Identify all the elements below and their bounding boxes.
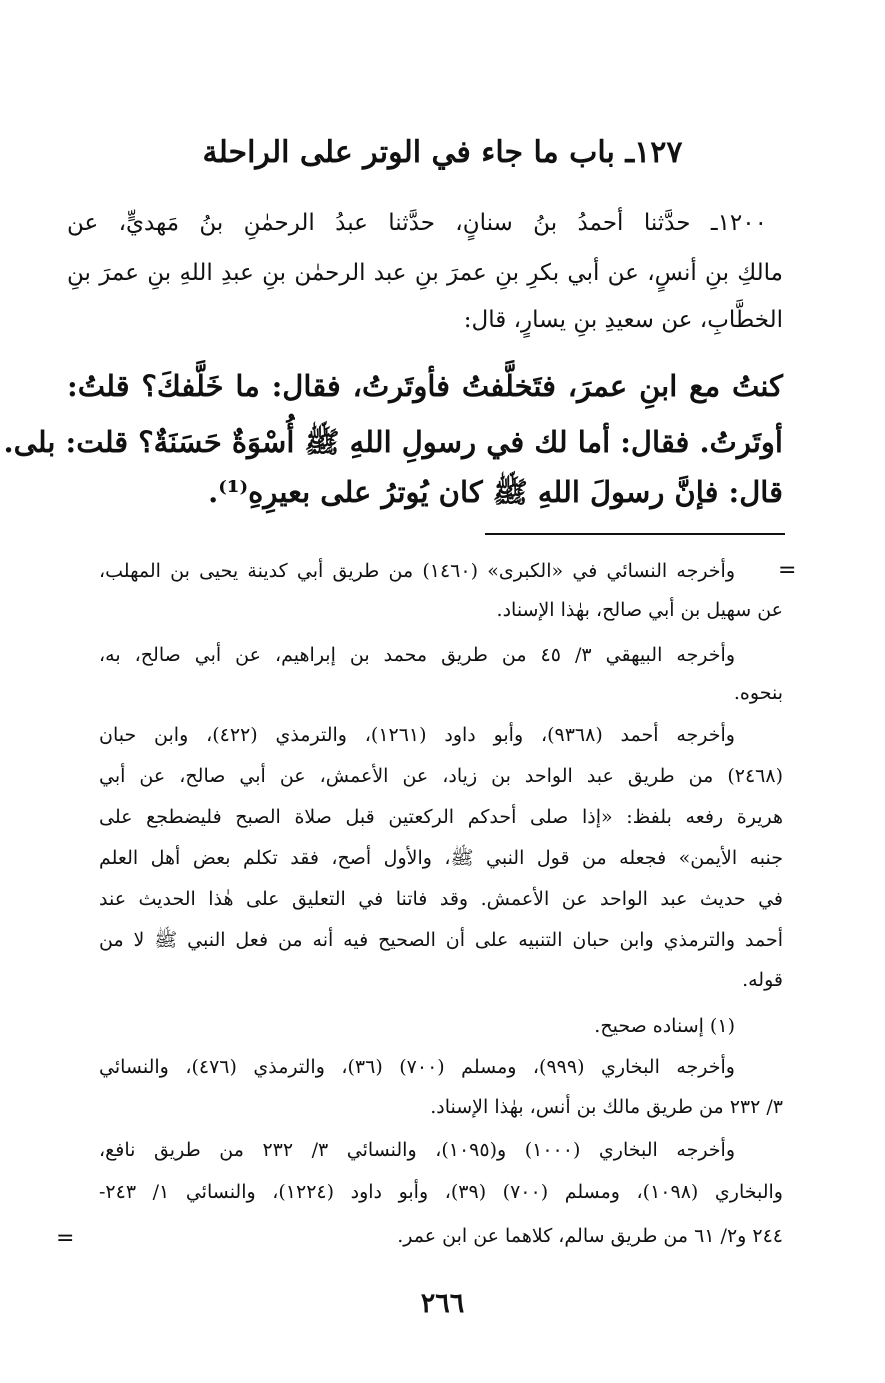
footnote-line-6: (٢٤٦٨) من طريق عبد الواحد بن زياد، عن الأعمش، عن أبي صالح، عن أبي [99,765,783,787]
footnote-line-5: وأخرجه أحمد (٩٣٦٨)، وأبو داود (١٢٦١)، والترمذي (٤٢٢)، وابن حبان [99,724,735,746]
hadith-line-3: الخطَّابِ، عن سعيدِ بنِ يسارٍ، قال: [463,307,783,333]
footnote-line-17: ٢٤٤ و٢/ ٦١ من طريق سالم، كلاهما عن ابن عمر. [397,1225,783,1247]
footnote-line-4: بنحوه. [733,682,783,704]
footnote-line-14: ٣/ ٢٣٢ من طريق مالك بن أنس، بهٰذا الإسناد. [430,1096,783,1118]
footnote-line-12: (١) إسناده صحيح. [594,1015,735,1037]
footnote-line-9: في حديث عبد الواحد عن الأعمش. وقد فاتنا في التعليق على هٰذا الحديث عند [99,888,783,910]
continuation-mark-top: = [778,558,797,583]
footnote-separator [485,533,785,535]
matn-line-1: كنتُ مع ابنِ عمرَ، فتَخلَّفتُ فأوتَرتُ، فقال: ما خَلَّفكَ؟ قلتُ: [67,369,783,403]
footnote-line-2: عن سهيل بن أبي صالح، بهٰذا الإسناد. [496,599,783,621]
chapter-title: ١٢٧ـ باب ما جاء في الوتر على الراحلة [202,135,683,170]
footnote-line-13: وأخرجه البخاري (٩٩٩)، ومسلم (٧٠٠) (٣٦)، والترمذي (٤٧٦)، والنسائي [99,1056,735,1078]
footnote-line-3: وأخرجه البيهقي ٣/ ٤٥ من طريق محمد بن إبراهيم، عن أبي صالح، به، [99,644,735,666]
hadith-line-1: ١٢٠٠ـ حدَّثنا أحمدُ بنُ سنانٍ، حدَّثنا عبدُ الرحمٰنِ بنُ مَهديٍّ، عن [67,210,767,236]
hadith-line-2: مالكِ بنِ أنسٍ، عن أبي بكرِ بنِ عمرَ بنِ عبد الرحمٰن بنِ عبدِ اللهِ بنِ عمرَ بنِ [67,260,783,286]
footnote-line-11: قوله. [742,969,783,991]
footnote-line-8: جنبه الأيمن» فجعله من قول النبي ﷺ، والأول أصح، فقد تكلم بعض أهل العلم [99,847,783,869]
footnote-line-15: وأخرجه البخاري (١٠٠٠) و(١٠٩٥)، والنسائي ٣/ ٢٣٢ من طريق نافع، [99,1139,736,1161]
matn-line-2: أوتَرتُ. فقال: أما لك في رسولِ اللهِ ﷺ أُسْوَةٌ حَسَنَةٌ؟ قلت: بلى. [3,425,783,459]
continuation-mark-bottom: = [56,1226,75,1251]
footnote-line-7: هريرة رفعه بلفظ: «إذا صلى أحدكم الركعتين قبل صلاة الصبح فليضطجع على [99,806,783,828]
matn-line-3: قال: فإنَّ رسولَ اللهِ ﷺ كان يُوترُ على بعيرِهِ⁽¹⁾. [208,475,783,509]
page-number: ٢٦٦ [420,1288,465,1319]
footnote-line-16: والبخاري (١٠٩٨)، ومسلم (٧٠٠) (٣٩)، وأبو داود (١٢٢٤)، والنسائي ١/ ٢٤٣- [99,1181,783,1203]
footnote-line-10: أحمد والترمذي وابن حبان التنبيه على أن الصحيح فيه أنه من فعل النبي ﷺ لا من [99,929,783,951]
footnote-line-1: وأخرجه النسائي في «الكبرى» (١٤٦٠) من طريق أبي كدينة يحيى بن المهلب، [99,560,735,582]
